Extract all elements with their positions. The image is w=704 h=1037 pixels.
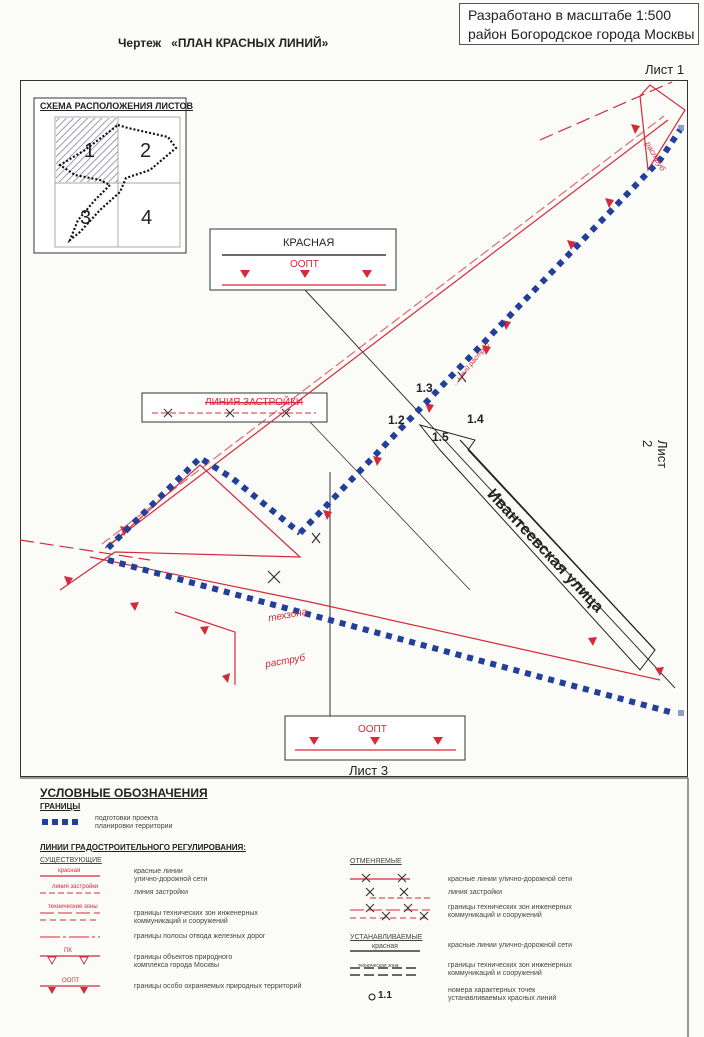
scheme-cell-4: 4 [141,207,153,229]
scheme-cell-3: 3 [80,207,92,229]
point-1-5: 1.5 [432,430,449,444]
sheet-label-1: Лист 1 [645,62,685,77]
point-1-4: 1.4 [467,412,484,426]
legend-boundaries-title: ГРАНИЦЫ [40,802,81,811]
rastrub-top-label: раструб [643,140,668,173]
legend-est-swatch-tech: техническая зона [358,963,399,969]
legend-cancelled-1: красные линии улично-дорожной сети [448,876,573,883]
point-1-2: 1.2 [388,413,405,427]
legend-swatch-oopt: ООПТ [62,978,80,984]
scheme-title: СХЕМА РАСПОЛОЖЕНИЯ ЛИСТОВ [40,101,193,111]
callout-oopt-bottom: ООПТ [358,724,387,735]
legend-regulation-title: ЛИНИИ ГРАДОСТРОИТЕЛЬНОГО РЕГУЛИРОВАНИЯ: [40,843,246,852]
legend-swatch-pk: ПК [64,948,72,954]
legend-swatch-tech: технические зоны [48,904,98,910]
sheet-label-2: Лист 2 [640,440,670,469]
legend-title: УСЛОВНЫЕ ОБОЗНАЧЕНИЯ [40,786,208,800]
drawing-title: Чертеж «ПЛАН КРАСНЫХ ЛИНИЙ» [118,36,329,50]
legend-est-swatch-krasnaya: красная [372,943,398,950]
legend-existing-title: СУЩЕСТВУЮЩИЕ [40,857,102,864]
legend-cancelled-3: границы технических зон инженерных коммуникаций и сооружений [448,904,572,919]
legend-point-marker: 1.1 [378,990,392,1001]
point-1-3: 1.3 [416,381,433,395]
legend-existing-3: границы технических зон инженерных коммуникаций и сооружений [134,910,258,925]
legend-existing-1: красные линии улично-дорожной сети [134,868,208,883]
district-line: район Богородское города Москвы [468,26,695,42]
legend-established-2: границы технических зон инженерных коммуникаций и сооружений [448,962,572,977]
sheet-scheme [34,98,186,253]
legend-existing-2: линия застройки [134,889,188,896]
legend-swatch-zastroika: линия застройки [52,884,99,890]
sheet-label-3: Лист 3 [349,763,389,778]
legend-existing-6: границы особо охраняемых природных территорий [134,983,302,990]
legend-existing-5: границы объектов природного комплекса города Москвы [134,954,233,969]
callout-oopt-top: ООПТ [290,259,319,270]
legend-established-1: красные линии улично-дорожной сети [448,942,573,949]
scale-line: Разработано в масштабе 1:500 [468,7,672,23]
legend-boundary-item: подготовки проекта планировки территории [95,815,173,830]
legend-swatch-krasnaya: красная [58,868,81,874]
rastrub-label: раструб [264,652,307,671]
legend-established-3: номера характерных точек устанавливаемых красных линий [448,987,557,1002]
red-line-label: ...ьный раструб [452,341,492,387]
legend-established-title: УСТАНАВЛИВАЕМЫЕ [350,934,423,941]
callout-krasnaya: КРАСНАЯ [283,237,335,249]
legend-cancelled-title: ОТМЕНЯЕМЫЕ [350,858,402,865]
texzona-label: техзона [267,606,309,625]
callout-zastroika: ЛИНИЯ ЗАСТРОЙКИ [205,397,304,408]
legend-cancelled-2: линия застройки [448,889,502,896]
legend-existing-4: границы полосы отвода железных дорог [134,933,266,940]
street-label: Ивантеевская улица [483,486,607,617]
scheme-cell-1: 1 [84,140,96,162]
scheme-cell-2: 2 [140,140,152,162]
